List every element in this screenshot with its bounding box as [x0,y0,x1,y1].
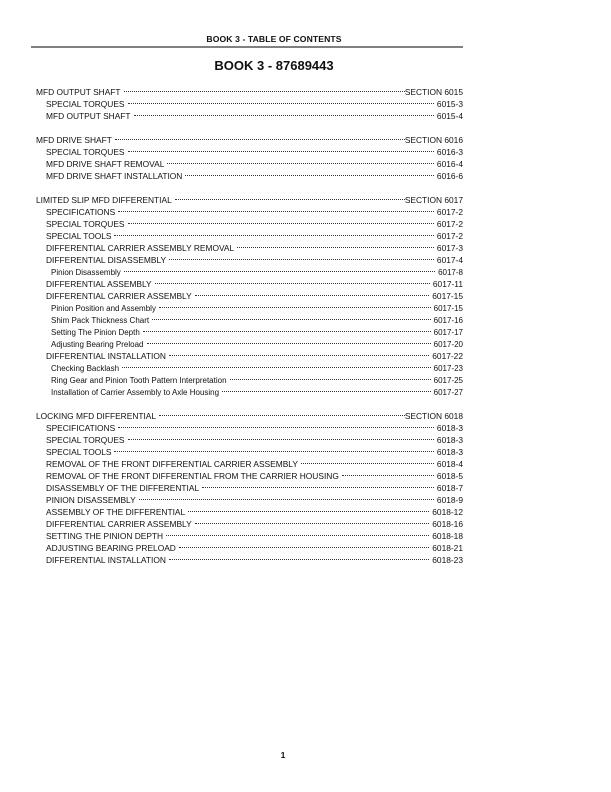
dot-leader [169,347,429,359]
toc-entry-page: 6016-6 [436,171,463,181]
toc-section-heading-page: SECTION 6016 [404,135,463,145]
toc-entry-page: 6017-16 [433,316,463,325]
toc-entry-label: MFD DRIVE SHAFT INSTALLATION [46,171,183,181]
dot-leader [124,263,435,275]
toc-entry-page: 6015-4 [436,111,463,121]
dot-leader [195,287,430,299]
toc-entry-page: 6017-15 [432,291,463,301]
toc-entry-label: SPECIFICATIONS [46,207,116,217]
dot-leader [118,419,434,431]
dot-leader [166,527,429,539]
toc-section [36,191,463,395]
dot-leader [175,191,405,203]
toc-entry-label: ASSEMBLY OF THE DIFFERENTIAL [46,507,186,517]
dot-leader [115,131,405,143]
toc-entry-label: DIFFERENTIAL ASSEMBLY [46,279,152,289]
toc-entry-page: 6017-22 [432,351,463,361]
toc-entry-page: 6017-23 [433,364,463,373]
toc-entry-label: Ring Gear and Pinion Tooth Pattern Interpretation [51,376,227,385]
dot-leader [124,83,405,95]
toc-entry-page: 6018-7 [436,483,463,493]
toc-section-heading[interactable] [36,83,463,95]
toc-entry-page: 6017-2 [436,207,463,217]
toc-entry-page: 6015-3 [436,99,463,109]
toc-section-heading-label: LOCKING MFD DIFFERENTIAL [36,411,157,421]
toc-section [36,407,463,563]
toc-entry-label: DIFFERENTIAL CARRIER ASSEMBLY REMOVAL [46,243,235,253]
toc-entry-label: MFD OUTPUT SHAFT [46,111,131,121]
toc-entry-label: Pinion Disassembly [51,268,121,277]
toc-section [36,83,463,119]
toc-entry-label: DIFFERENTIAL INSTALLATION [46,555,166,565]
toc-entry-page: 6017-25 [433,376,463,385]
toc-entry-label: SPECIAL TOOLS [46,231,112,241]
toc-entry-page: 6017-8 [438,268,463,277]
toc-entry-page: 6016-4 [436,159,463,169]
dot-leader [128,143,434,155]
toc-entry-label: Setting The Pinion Depth [51,328,140,337]
dot-leader [185,167,434,179]
dot-leader [342,467,434,479]
dot-leader [134,107,434,119]
toc-section-heading-page: SECTION 6017 [404,195,463,205]
toc-entry-label: Shim Pack Thickness Chart [51,316,150,325]
toc-entry-label: SETTING THE PINION DEPTH [46,531,164,541]
dot-leader [301,455,434,467]
toc-entry-page: 6018-4 [436,459,463,469]
dot-leader [195,515,430,527]
toc-section-heading[interactable] [36,191,463,203]
toc-entry-label: SPECIAL TORQUES [46,219,125,229]
toc-entry-label: SPECIAL TOOLS [46,447,112,457]
page-title: BOOK 3 - 87689443 [214,58,334,73]
toc-section-heading[interactable] [36,407,463,419]
toc-entry-label: Installation of Carrier Assembly to Axle Housing [51,388,220,397]
toc-section-heading-label: MFD OUTPUT SHAFT [36,87,121,97]
toc-entry-page: 6018-23 [432,555,463,565]
dot-leader [143,323,431,335]
toc-entry-page: 6017-15 [433,304,463,313]
toc-entry-page: 6016-3 [436,147,463,157]
dot-leader [179,539,429,551]
dot-leader [118,203,434,215]
toc-entry-page: 6017-27 [433,388,463,397]
toc-entry-page: 6017-17 [433,328,463,337]
toc-entry-page: 6018-21 [432,543,463,553]
toc-section [36,131,463,179]
toc-section-heading[interactable] [36,131,463,143]
header-rule [31,46,463,48]
toc-entry-page: 6017-2 [436,231,463,241]
dot-leader [152,311,431,323]
toc-entry-label: DISASSEMBLY OF THE DIFFERENTIAL [46,483,200,493]
dot-leader [188,503,429,515]
dot-leader [128,215,434,227]
page-number: 1 [280,750,286,760]
toc-entry-page: 6018-3 [436,435,463,445]
dot-leader [169,251,434,263]
dot-leader [222,383,431,395]
toc-section-heading-label: MFD DRIVE SHAFT [36,135,112,145]
toc-entry-page: 6018-18 [432,531,463,541]
toc-entry-label: DIFFERENTIAL CARRIER ASSEMBLY [46,291,192,301]
toc-entry-label: DIFFERENTIAL DISASSEMBLY [46,255,167,265]
toc-entry-label: SPECIAL TORQUES [46,435,125,445]
toc-entry-page: 6018-12 [432,507,463,517]
dot-leader [139,491,434,503]
toc-entry-page: 6018-5 [436,471,463,481]
dot-leader [230,371,431,383]
dot-leader [122,359,431,371]
toc-entry-page: 6018-9 [436,495,463,505]
toc-section-heading-label: LIMITED SLIP MFD DIFFERENTIAL [36,195,172,205]
dot-leader [159,299,431,311]
toc-entry-label: REMOVAL OF THE FRONT DIFFERENTIAL CARRIER ASSEMBLY [46,459,298,469]
toc-entry-page: 6017-11 [432,279,463,289]
toc-entry-label: PINION DISASSEMBLY [46,495,136,505]
dot-leader [147,335,431,347]
toc-entry-page: 6018-3 [436,447,463,457]
toc-entry-label: DIFFERENTIAL INSTALLATION [46,351,166,361]
toc-section-heading-page: SECTION 6018 [404,411,463,421]
toc-entry-label: SPECIAL TORQUES [46,99,125,109]
dot-leader [237,239,434,251]
toc-entry-page: 6018-16 [432,519,463,529]
running-head: BOOK 3 - TABLE OF CONTENTS [206,34,342,44]
toc-entry-label: Adjusting Bearing Preload [51,340,144,349]
dot-leader [202,479,434,491]
toc-entry-label: ADJUSTING BEARING PRELOAD [46,543,176,553]
toc-entry-label: MFD DRIVE SHAFT REMOVAL [46,159,165,169]
toc-entry-page: 6018-3 [436,423,463,433]
toc-entry-page: 6017-2 [436,219,463,229]
toc-entry-label: Pinion Position and Assembly [51,304,156,313]
toc-entry-label: SPECIAL TORQUES [46,147,125,157]
dot-leader [128,95,434,107]
dot-leader [114,443,433,455]
table-of-contents [36,83,463,575]
dot-leader [114,227,433,239]
dot-leader [159,407,405,419]
toc-entry-label: REMOVAL OF THE FRONT DIFFERENTIAL FROM THE CARRIER HOUSING [46,471,339,481]
toc-section-heading-page: SECTION 6015 [404,87,463,97]
toc-entry-page: 6017-20 [433,340,463,349]
dot-leader [167,155,434,167]
toc-entry-page: 6017-3 [436,243,463,253]
toc-entry-page: 6017-4 [436,255,463,265]
dot-leader [155,275,430,287]
dot-leader [128,431,434,443]
toc-entry-label: SPECIFICATIONS [46,423,116,433]
dot-leader [169,551,429,563]
toc-entry-label: DIFFERENTIAL CARRIER ASSEMBLY [46,519,192,529]
toc-entry-label: Checking Backlash [51,364,120,373]
